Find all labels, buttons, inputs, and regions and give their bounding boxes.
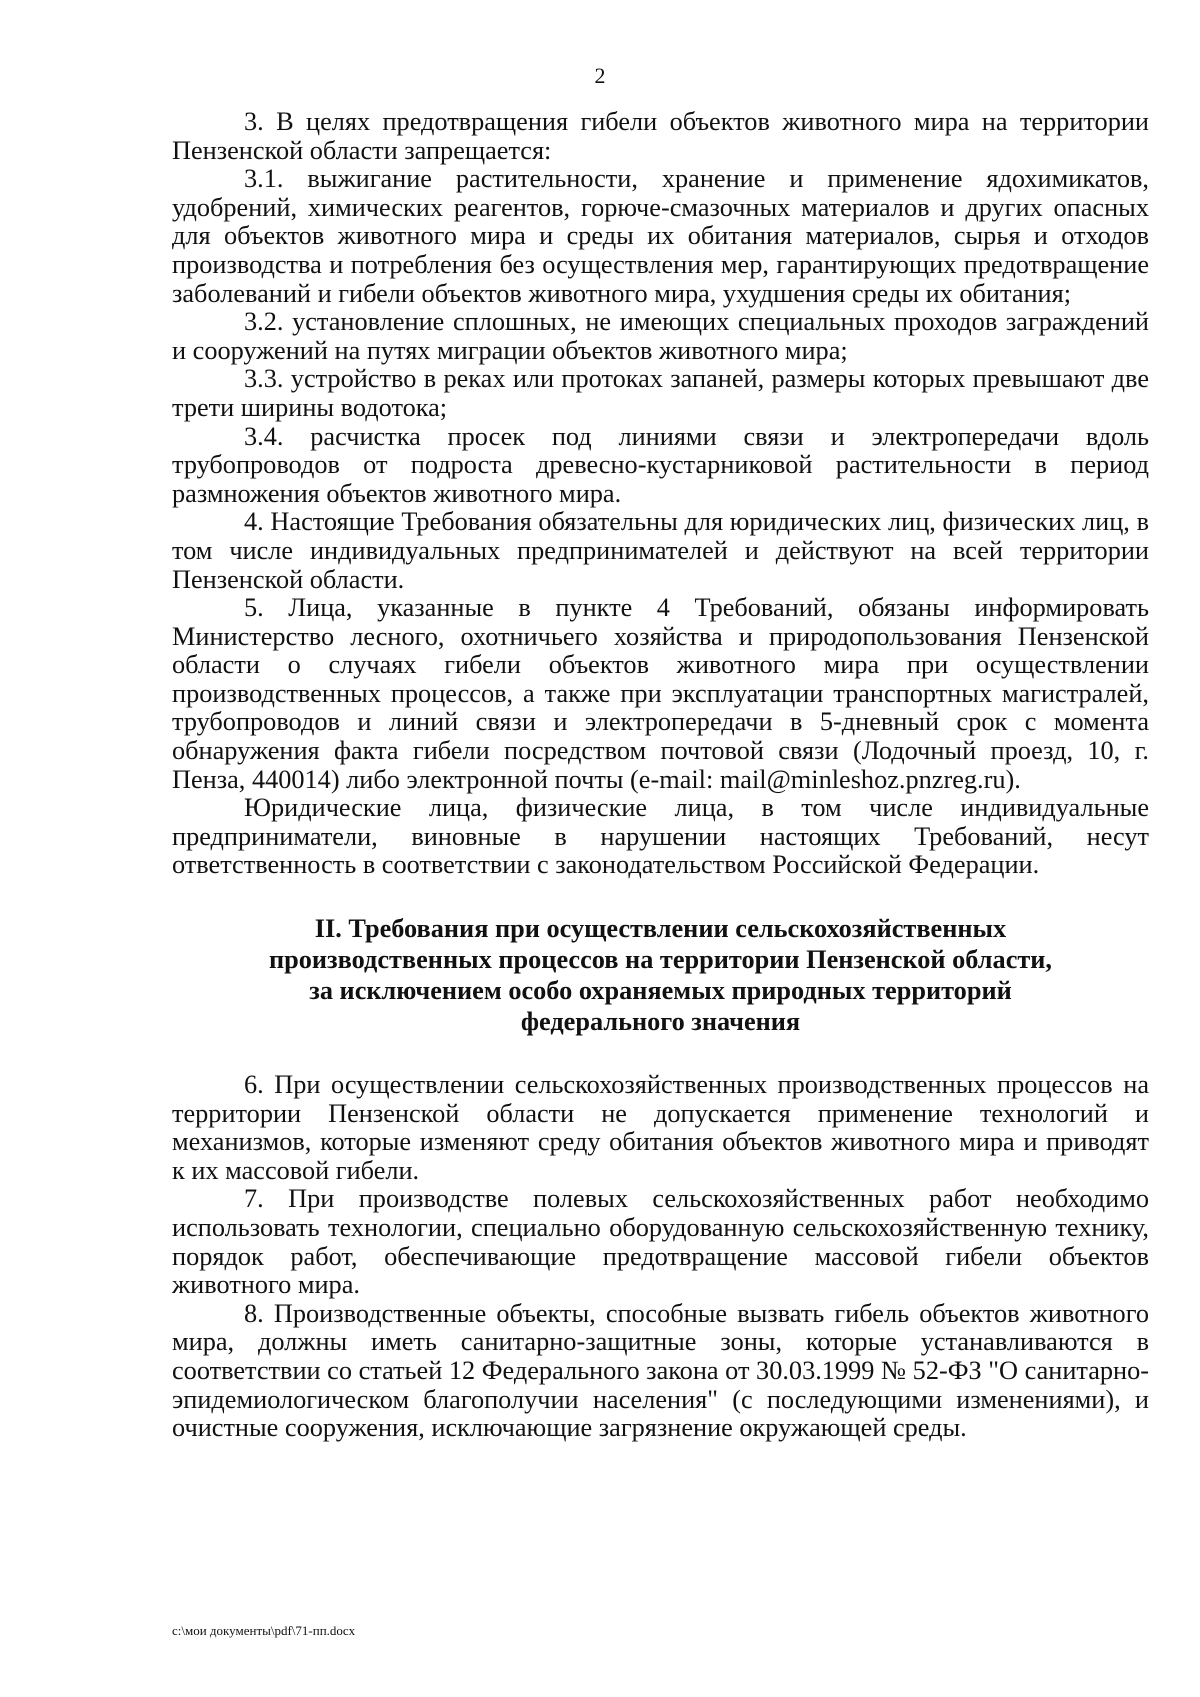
section-heading-line: производственных процессов на территории Пензенской области, — [268, 945, 1053, 975]
paragraph-5: 5. Лица, указанные в пункте 4 Требований, обязаны информировать Министерство лесного, охотничьего хозяйства и природопользования Пензенской области о случаях гибели объектов животного мира при осуществлении производственных процессов, а также при эксплуатации транспортных магистралей, трубопроводов и линий связи и электропередачи в 5-дневный срок с момента обнаружения факта гибели посредством почтовой связи (Лодочный проезд, 10, г. Пенза, 440014) либо электронной почты (e-mail: mail@minleshoz.pnzreg.ru). — [172, 593, 1149, 794]
paragraph-7: 7. При производстве полевых сельскохозяйственных работ необходимо использовать технологии, специально оборудованную сельскохозяйственную технику, порядок работ, обеспечивающие предотвращение массовой гибели объектов животного мира. — [172, 1184, 1149, 1300]
footer-file-path: c:\мои документы\pdf\71-пп.docx — [172, 1623, 356, 1638]
paragraph-liability: Юридические лица, физические лица, в том числе индивидуальные предприниматели, виновные в нарушении настоящих Требований, несут ответственность в соответствии с законодательством Российской Федерации. — [172, 793, 1149, 880]
section-heading — [172, 913, 1149, 1037]
paragraph-3-4: 3.4. расчистка просек под линиями связи и электропередачи вдоль трубопроводов от подроста древесно-кустарниковой растительности в период размножения объектов животного мира. — [172, 421, 1149, 508]
paragraph-6: 6. При осуществлении сельскохозяйственных производственных процессов на территории Пензенской области не допускается применение технологий и механизмов, которые изменяют среду обитания объектов животного мира и приводят к их массовой гибели. — [172, 1070, 1149, 1185]
section-heading-line: федерального значения — [520, 1007, 801, 1037]
paragraph-3-3: 3.3. устройство в реках или протоках запаней, размеры которых превышают две трети ширины водотока; — [172, 364, 1149, 422]
section-heading-line: за исключением особо охраняемых природных территорий — [309, 976, 1012, 1006]
section-heading-line: II. Требования при осуществлении сельскохозяйственных — [314, 914, 1007, 944]
paragraph-3: 3. В целях предотвращения гибели объектов животного мира на территории Пензенской области запрещается: — [172, 107, 1149, 165]
paragraph-8: 8. Производственные объекты, способные вызвать гибель объектов животного мира, должны иметь санитарно-защитные зоны, которые устанавливаются в соответствии со статьей 12 Федерального закона от 30.03.1999 № 52-ФЗ "О санитарно-эпидемиологическом благополучии населения" (с последующими изменениями), и очистные сооружения, исключающие загрязнение окружающей среды. — [172, 1298, 1149, 1443]
page-number: 2 — [594, 63, 606, 88]
paragraph-3-2: 3.2. установление сплошных, не имеющих специальных проходов заграждений и сооружений на путях миграции объектов животного мира; — [172, 307, 1149, 365]
document-body — [172, 108, 1149, 1443]
paragraph-4: 4. Настоящие Требования обязательны для юридических лиц, физических лиц, в том числе индивидуальных предпринимателей и действуют на всей территории Пензенской области. — [172, 507, 1149, 594]
paragraph-3-1: 3.1. выжигание растительности, хранение и применение ядохимикатов, удобрений, химических реагентов, горюче-смазочных материалов и других опасных для объектов животного мира и среды их обитания материалов, сырья и отходов производства и потребления без осуществления мер, гарантирующих предотвращение заболеваний и гибели объектов животного мира, ухудшения среды их обитания; — [172, 164, 1149, 308]
